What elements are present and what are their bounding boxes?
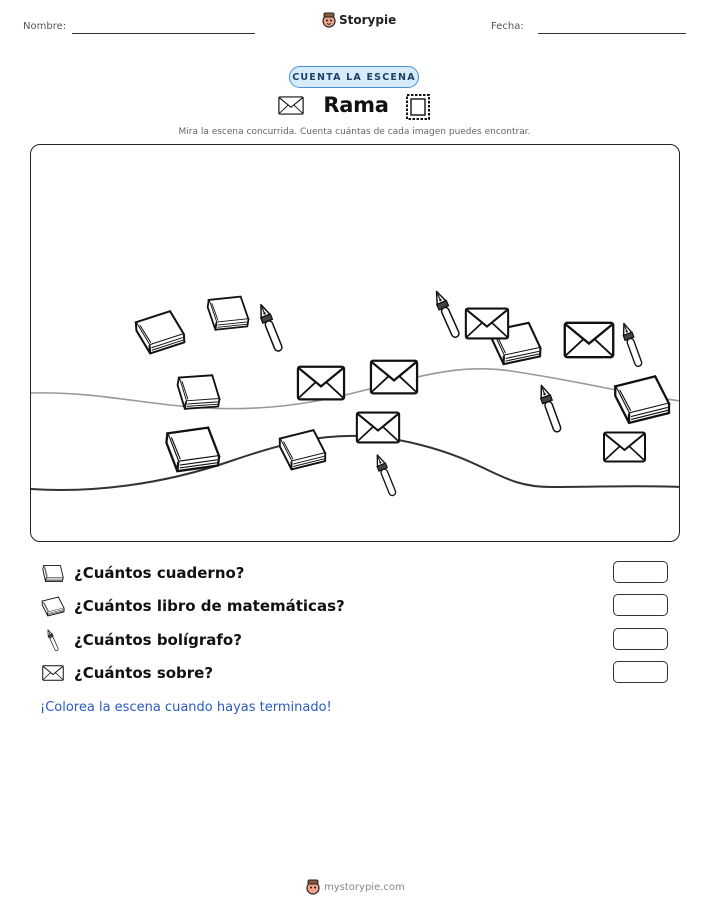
envelope-icon[interactable] xyxy=(604,433,645,462)
fountain-pen-icon[interactable] xyxy=(619,322,643,368)
title-row xyxy=(278,93,433,121)
name-label: Nombre: xyxy=(23,21,67,32)
question-text: ¿Cuántos libro de matemáticas? xyxy=(74,597,345,615)
question-text: ¿Cuántos bolígrafo? xyxy=(74,631,242,649)
name-line[interactable] xyxy=(72,33,255,34)
question-row xyxy=(40,560,680,586)
envelope-icon xyxy=(278,96,304,115)
math-book-icon[interactable] xyxy=(613,375,671,425)
footer xyxy=(306,879,405,895)
math-book-icon[interactable] xyxy=(134,309,186,355)
question-text: ¿Cuántos sobre? xyxy=(74,664,214,682)
envelope-icon[interactable] xyxy=(466,309,508,339)
question-row xyxy=(40,627,680,653)
envelope-icon[interactable] xyxy=(357,413,399,443)
date-line[interactable] xyxy=(538,33,686,34)
fountain-pen-icon[interactable] xyxy=(537,384,563,434)
question-row xyxy=(40,660,680,686)
mascot-icon xyxy=(306,879,320,895)
hill-line-back xyxy=(31,369,680,409)
answer-box[interactable] xyxy=(613,594,668,616)
answer-box[interactable] xyxy=(613,661,668,683)
stamp-icon xyxy=(405,93,431,121)
brand-name: Storypie xyxy=(339,13,397,27)
color-instruction: ¡Colorea la escena cuando hayas terminado! xyxy=(40,700,332,715)
page-title: Rama xyxy=(323,93,389,117)
date-label: Fecha: xyxy=(491,21,524,32)
notebook-icon[interactable] xyxy=(177,375,220,409)
question-row xyxy=(40,593,680,619)
envelope-icon xyxy=(40,660,66,686)
hill-line-front xyxy=(31,436,680,490)
envelope-icon[interactable] xyxy=(565,323,613,357)
fountain-pen-icon[interactable] xyxy=(432,289,462,339)
mascot-icon xyxy=(322,12,336,28)
answer-box[interactable] xyxy=(613,628,668,650)
scene-illustration xyxy=(31,145,680,542)
footer-site[interactable]: mystorypie.com xyxy=(324,881,405,893)
fountain-pen-icon[interactable] xyxy=(256,303,284,353)
answer-box[interactable] xyxy=(613,561,668,583)
fountain-pen-icon[interactable] xyxy=(373,453,398,497)
scene-frame xyxy=(30,144,680,542)
fountain-pen-icon xyxy=(40,627,66,653)
envelope-icon[interactable] xyxy=(298,367,344,400)
brand-logo xyxy=(322,12,396,28)
envelope-icon[interactable] xyxy=(371,361,417,394)
notebook-icon xyxy=(40,560,66,586)
notebook-icon[interactable] xyxy=(207,296,249,330)
activity-badge: CUENTA LA ESCENA xyxy=(289,66,419,88)
question-text: ¿Cuántos cuaderno? xyxy=(74,564,245,582)
math-book-icon[interactable] xyxy=(165,427,220,472)
math-book-icon xyxy=(40,593,66,619)
instructions: Mira la escena concurrida. Cuenta cuántas de cada imagen puedes encontrar. xyxy=(178,127,531,137)
math-book-icon[interactable] xyxy=(278,429,327,471)
